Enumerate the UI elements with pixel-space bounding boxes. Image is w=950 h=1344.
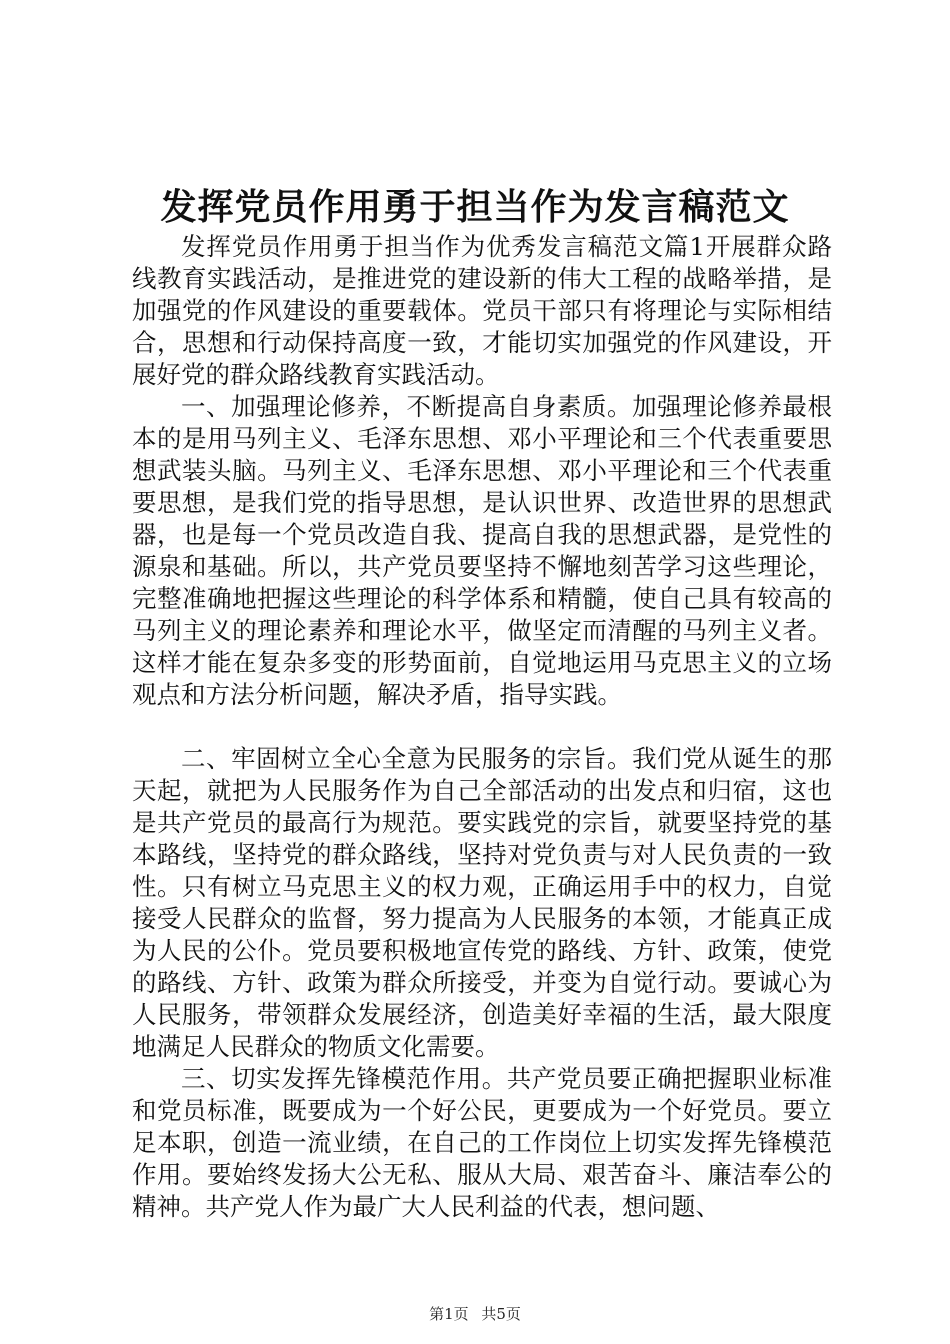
page-footer — [0, 1304, 950, 1324]
page-total: 共5页 — [481, 1305, 521, 1323]
paragraph-section-1: 一、加强理论修养，不断提高自身素质。加强理论修养最根本的是用马列主义、毛泽东思想、邓小平理论和三个代表重要思想武装头脑。马列主义、毛泽东思想、邓小平理论和三个代表重要思想，是我们党的指导思想，是认识世界、改造世界的思想武器，也是每一个党员改造自我、提高自我的思想武器，是党性的源泉和基础。所以，共产党员要坚持不懈地刻苦学习这些理论，完整准确地把握这些理论的科学体系和精髓，使自己具有较高的马列主义的理论素养和理论水平，做坚定而清醒的马列主义者。这样才能在复杂多变的形势面前，自觉地运用马克思主义的立场观点和方法分析问题，解决矛盾，指导实践。 — [132, 392, 832, 709]
document-body — [132, 231, 832, 1223]
paragraph-intro: 发挥党员作用勇于担当作为优秀发言稿范文篇1开展群众路线教育实践活动，是推进党的建设新的伟大工程的战略举措，是加强党的作风建设的重要载体。党员干部只有将理论与实际相结合，思想和行动保持高度一致，才能切实加强党的作风建设，开展好党的群众路线教育实践活动。 — [132, 232, 832, 389]
paragraph-section-2: 二、牢固树立全心全意为民服务的宗旨。我们党从诞生的那天起，就把为人民服务作为自己全部活动的出发点和归宿，这也是共产党员的最高行为规范。要实践党的宗旨，就要坚持党的基本路线，坚持党的群众路线，坚持对党负责与对人民负责的一致性。只有树立马克思主义的权力观，正确运用手中的权力，自觉接受人民群众的监督，努力提高为人民服务的本领，才能真正成为人民的公仆。党员要积极地宣传党的路线、方针、政策，使党的路线、方针、政策为群众所接受，并变为自觉行动。要诚心为人民服务，带领群众发展经济，创造美好幸福的生活，最大限度地满足人民群众的物质文化需要。 — [132, 744, 832, 1061]
document-title: 发挥党员作用勇于担当作为发言稿范文 — [160, 187, 790, 228]
page-number: 第1页 — [429, 1305, 469, 1323]
paragraph-section-3: 三、切实发挥先锋模范作用。共产党员要正确把握职业标准和党员标准，既要成为一个好公民，更要成为一个好党员。要立足本职，创造一流业绩，在自己的工作岗位上切实发挥先锋模范作用。要始终发扬大公无私、服从大局、艰苦奋斗、廉洁奉公的精神。共产党人作为最广大人民利益的代表，想问题、 — [132, 1064, 832, 1221]
paragraph-spacer — [132, 711, 832, 743]
